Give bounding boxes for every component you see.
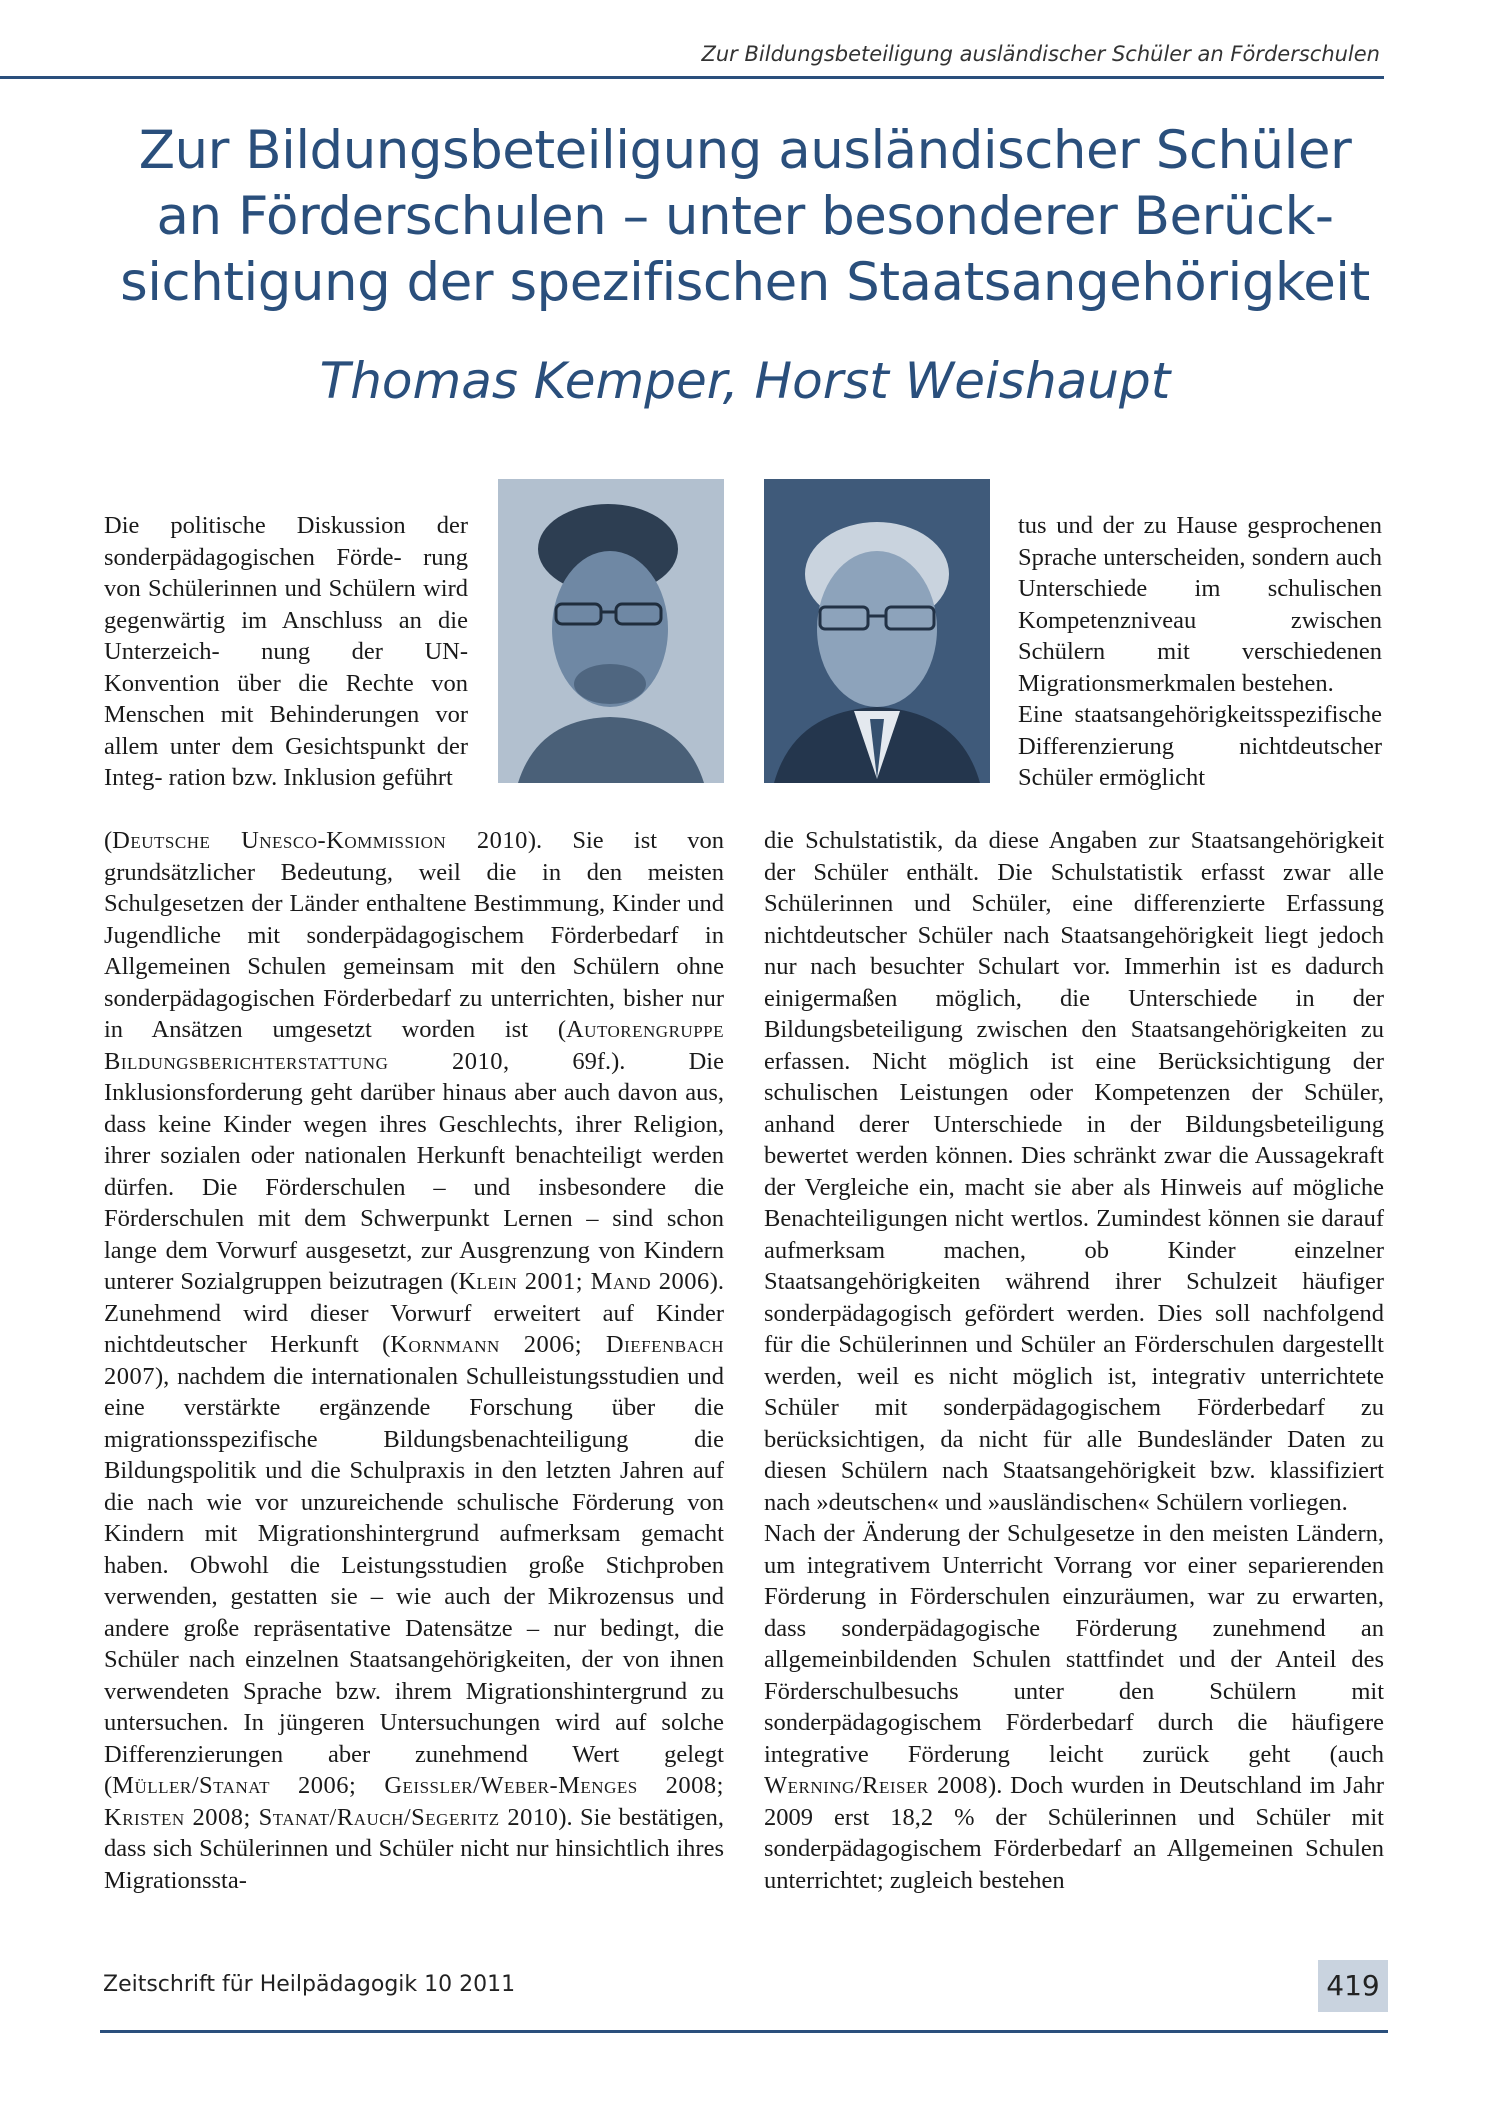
paragraph-right-2-continued: die Schulstatistik, da diese Angaben zur Staatsangehörigkeit der Schüler enthält. Die Schulstatistik erfasst zwar alle Schülerinnen und Schüler, eine differenzierte Erfassung nichtdeutscher Schüler nach Staatsangehörigkeit liegt jedoch nur nach besuchter Schulart vor. Immerhin ist es dadurch einigermaßen möglich, die Unterschiede in der Bildungsbeteiligung zwischen den Staatsangehörigkeiten zu erfassen. Nicht möglich ist eine Berücksichtigung der schulischen Leistungen oder Kompetenzen der Schüler, anhand derer Unterschiede in der Bildungsbeteiligung bewertet werden können. Dies schränkt zwar die Aussagekraft der Vergleiche ein, macht sie aber als Hinweis auf mögliche Benachteiligungen nicht wertlos. Zumindest können sie darauf aufmerksam machen, ob Kinder einzelner Staatsangehörigkeiten während ihrer Schulzeit häufiger sonderpädagogisch gefördert werden. Dies soll nachfolgend für die Schülerinnen und Schüler an Förderschulen dargestellt werden, weil es nicht möglich ist, integrativ unterrichtete Schüler mit sonderpädagogischem Förderbedarf zu berücksichtigen, da nicht für alle Bundesländer Daten zu diesen Schülern nach Staatsangehörigkeit bzw. klassifiziert nach »deutschen« und »ausländischen« Schülern vorliegen. xyxy=(764,827,1384,1516)
article-authors: Thomas Kemper, Horst Weishaupt xyxy=(319,352,1171,410)
journal-footer: Zeitschrift für Heilpädagogik 10 2011 xyxy=(103,1972,516,1997)
header-rule xyxy=(0,76,1384,79)
left-column-main xyxy=(104,825,724,1896)
citation: Werning/Reiser 2008 xyxy=(764,1772,989,1799)
text-run: , 69f.). Die Inklusionsforderung geht darüber hinaus aber auch davon aus, dass keine Kinder wegen ihres Geschlechts, ihrer Religion, ihrer sozialen oder nationalen Herkunft benachteiligt werden dürfen. Die Förderschulen – und insbesondere die Förderschulen mit dem Schwerpunkt Lernen – sind schon lange dem Vorwurf ausgesetzt, zur Ausgrenzung von Kindern unterer Sozialgruppen beizutragen ( xyxy=(104,1047,724,1295)
text-run: ). Zunehmend wird dieser Vorwurf erweitert auf Kinder nichtdeutscher Herkunft ( xyxy=(104,1268,725,1358)
footer-rule xyxy=(100,2030,1388,2033)
text-run: Nach der Änderung der Schulgesetze in den meisten Ländern, um integrativem Unterricht Vorrang vor einer separierenden Förderung in Förderschulen einzuräumen, war zu erwarten, dass sonderpädagogische Förderung zunehmend an allgemeinbildenden Schulen stattfindet und der Anteil des Förderschulbesuchs unter den Schülern mit sonderpädagogischem Förderbedarf durch die häufigere integrative Förderung leicht zurück geht (auch xyxy=(764,1520,1384,1768)
text-run: ). Sie bestätigen, dass sich Schülerinnen und Schüler nicht nur hinsichtlich ihres Migrationssta- xyxy=(104,1803,724,1894)
paragraph-intro: Die politische Diskussion der sonderpädagogischen Förde- rung von Schülerinnen und Schülern wird gegenwärtig im Anschluss an die Unterzeich- nung der UN-Konvention über die Rechte von Menschen mit Behinderungen vor allem unter dem Gesichtspunkt der Integ- ration bzw. Inklusion geführt xyxy=(104,512,468,791)
citation: Müller/Stanat 2006; Geissler/Weber-Menges 2008; Kristen 2008; Stanat/Rauch/Segeritz 2010 xyxy=(104,1772,724,1831)
right-column-narrow xyxy=(1018,510,1382,794)
paragraph-right-2-start: Eine staatsangehörigkeitsspezifische Differenzierung nichtdeutscher Schüler ermöglicht xyxy=(1018,701,1382,791)
page-number: 419 xyxy=(1318,1960,1388,2012)
article-title xyxy=(60,118,1430,316)
citation: Kornmann 2006; Diefenbach 2007 xyxy=(104,1331,724,1390)
citation: Klein 2001; Mand 2006 xyxy=(458,1268,710,1295)
portrait-photo-thomas-kemper xyxy=(498,479,724,783)
citation: Deutsche Unesco-Kommission 2010 xyxy=(112,827,528,854)
paragraph-right-1: tus und der zu Hause gesprochenen Sprache unterscheiden, sondern auch Unterschiede im schulischen Kompetenzniveau zwischen Schülern mit verschiedenen Migrationsmerkmalen bestehen. xyxy=(1018,512,1382,697)
left-column-narrow xyxy=(104,510,468,794)
running-title: Zur Bildungsbeteiligung ausländischer Schüler an Förderschulen xyxy=(701,42,1380,66)
title-line-3: sichtigung der spezifischen Staatsangehörigkeit xyxy=(120,252,1370,313)
text-run: ), nachdem die internationalen Schulleistungsstudien und eine verstärkte ergänzende Forschung über die migrationsspezifische Bildungsbenachteiligung die Bildungspolitik und die Schulpraxis in den letzten Jahren auf die nach wie vor unzureichende schulische Förderung von Kindern mit Migrationshintergrund aufmerksam gemacht haben. Obwohl die Leistungsstudien große Stichproben verwenden, gestatten sie – wie auch der Mikrozensus und andere große repräsentative Datensätze – nur bedingt, die Schüler nach einzelnen Staatsangehörigkeiten, der von ihnen verwendeten Sprache bzw. ihrem Migrationshintergrund zu untersuchen. In jüngeren Untersuchungen wird auf solche Differenzierungen aber zunehmend Wert gelegt ( xyxy=(104,1362,724,1799)
title-line-2: an Förderschulen – unter besonderer Berück- xyxy=(156,186,1334,247)
title-line-1: Zur Bildungsbeteiligung ausländischer Schüler xyxy=(138,120,1352,181)
right-column-main xyxy=(764,825,1384,1896)
paragraph-right-3 xyxy=(764,1518,1384,1896)
text-run: ). Doch wurden in Deutschland im Jahr 2009 erst 18,2 % der Schülerinnen und Schüler mit sonderpädagogischem Förderbedarf an Allgemeinen Schulen unterrichtet; zugleich bestehen xyxy=(764,1772,1385,1894)
portrait-photo-horst-weishaupt xyxy=(764,479,990,783)
text-run: ). Sie ist von grundsätzlicher Bedeutung, weil die in den meisten Schulgesetzen der Länder enthaltene Bestimmung, Kinder und Jugendliche mit sonderpädagogischem Förderbedarf in Allgemeinen Schulen gemeinsam mit den Schülern ohne sonderpädagogischen Förderbedarf zu unterrichten, bisher nur in Ansätzen umgesetzt worden ist ( xyxy=(104,827,725,1043)
citation: Autorengruppe Bildungsberichterstattung 2010 xyxy=(104,1016,724,1075)
paragraph-left-continued: (Deutsche Unesco-Kommission 2010). Sie ist von grundsätzlicher Bedeutung, weil die in den meisten Schulgesetzen der Länder enthaltene Bestimmung, Kinder und Jugendliche mit sonderpädagogischem Förderbedarf in Allgemeinen Schulen gemeinsam mit den Schülern ohne sonderpädagogischen Förderbedarf zu unterrichten, bisher nur in Ansätzen umgesetzt worden ist (Autorengruppe Bildungsberichterstattung 2010, 69f.). Die Inklusionsforderung geht darüber hinaus aber auch davon aus, dass keine Kinder wegen ihres Geschlechts, ihrer Religion, ihrer sozialen oder nationalen Herkunft benachteiligt werden dürfen. Die Förderschulen – und insbesondere die Förderschulen mit dem Schwerpunkt Lernen – sind schon lange dem Vorwurf ausgesetzt, zur Ausgrenzung von Kindern unterer Sozialgruppen beizutragen (Klein 2001; Mand 2006). Zunehmend wird dieser Vorwurf erweitert auf Kinder nichtdeutscher Herkunft (Kornmann 2006; Diefenbach 2007), nachdem die internationalen Schulleistungsstudien und eine verstärkte ergänzende Forschung über die migrationsspezifische Bildungsbenachteiligung die Bildungspolitik und die Schulpraxis in den letzten Jahren auf die nach wie vor unzureichende schulische Förderung von Kindern mit Migrationshintergrund aufmerksam gemacht haben. Obwohl die Leistungsstudien große Stichproben verwenden, gestatten sie – wie auch der Mikrozensus und andere große repräsentative Datensätze – nur bedingt, die Schüler nach einzelnen Staatsangehörigkeiten, der von ihnen verwendeten Sprache bzw. ihrem Migrationshintergrund zu untersuchen. In jüngeren Untersuchungen wird auf solche Differenzierungen aber zunehmend Wert gelegt (Müller/Stanat 2006; Geissler/Weber-Menges 2008; Kristen 2008; Stanat/Rauch/Segeritz 2010). Sie bestätigen, dass sich Schülerinnen und Schüler nicht nur hinsichtlich ihres Migrationssta- xyxy=(104,827,725,1894)
